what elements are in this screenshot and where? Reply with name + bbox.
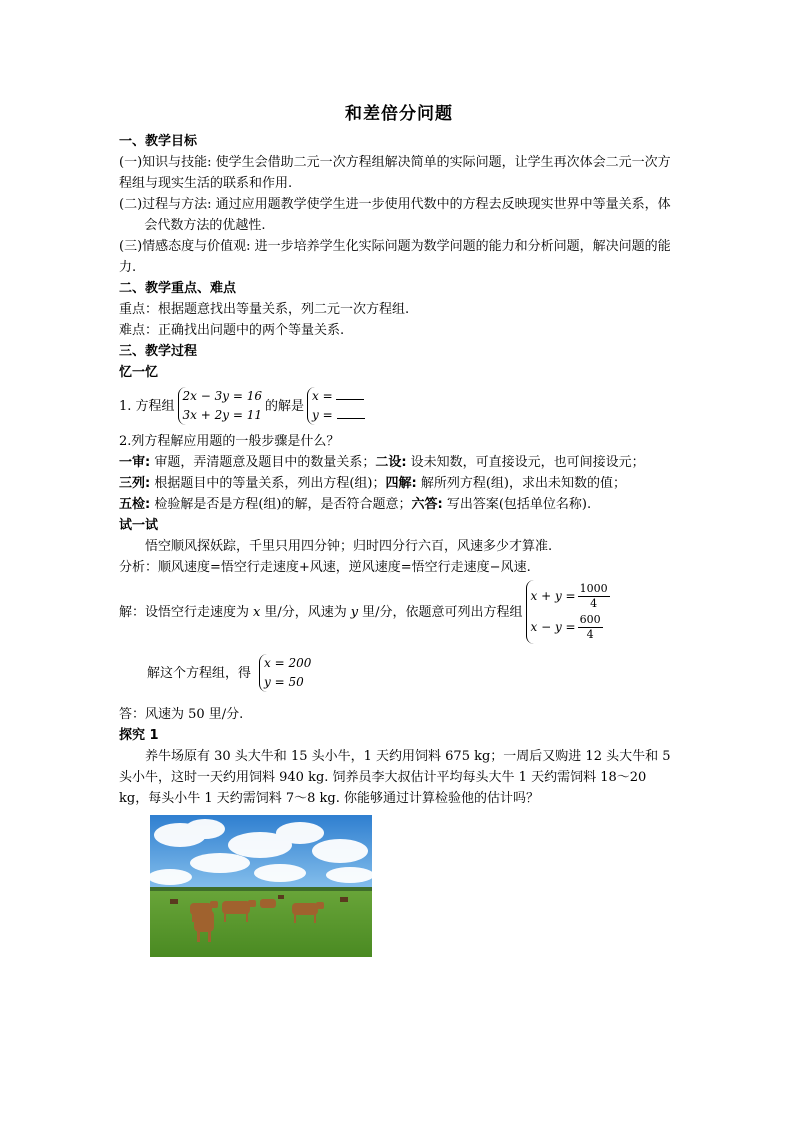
step-2-key: 二设: <box>375 455 407 470</box>
wind-answer: 答：风速为 50 里/分. <box>119 707 244 722</box>
eq-a-lhs: x + y = <box>530 589 576 603</box>
eq-b-fraction <box>578 613 603 642</box>
question-2: 2.列方程解应用题的一般步骤是什么？ <box>119 434 340 449</box>
q1-equation-2: 3x + 2y = 11 <box>182 408 262 422</box>
solution-unit-1: 里/分，风速为 <box>264 604 347 620</box>
q1-answer-y: y = <box>312 408 333 422</box>
equation-system-1 <box>178 387 262 425</box>
step-1-key: 一审: <box>119 455 151 470</box>
objective-knowledge: (一)知识与技能: 使学生会借助二元一次方程组解决简单的实际问题，让学生再次体会二元一次方程组与现实生活的联系和作用. <box>119 155 671 191</box>
eq-a-numerator: 1000 <box>579 582 608 595</box>
wukong-poem: 悟空顺风探妖踪，千里只用四分钟；归时四分行六百，风速多少才算准. <box>145 539 553 554</box>
step-6-text: 写出答案(包括单位名称). <box>442 497 592 512</box>
key-point: 重点：根据题意找出等量关系，列二元一次方程组. <box>119 302 410 317</box>
section-heading-keypoints: 二、教学重点、难点 <box>119 281 237 296</box>
question-1 <box>119 387 679 425</box>
variable-x: x <box>253 604 261 620</box>
q1-mid: 的解是 <box>265 398 305 414</box>
solution-line <box>119 580 679 644</box>
document-page <box>119 104 679 964</box>
eq-a-denominator: 4 <box>590 597 598 610</box>
step-3-key: 三列: <box>119 476 151 491</box>
solve-line <box>147 654 679 692</box>
steps-line-3 <box>119 494 679 515</box>
recall-heading: 忆一忆 <box>119 365 159 380</box>
step-4-key: 四解: <box>385 476 417 491</box>
eq-b-lhs: x − y = <box>530 620 576 634</box>
objective-process: (二)过程与方法: 通过应用题教学使学生进一步使用代数中的方程去反映现实世界中等量关系，体会代数方法的优越性. <box>119 197 671 233</box>
solution-system <box>259 654 311 692</box>
explore-text: 养牛场原有 30 头大牛和 15 头小牛，1 天约用饲料 675 kg；一周后又购进 12 头大牛和 5 头小牛，这时一天约用饲料 940 kg. 饲养员李大叔估计平均每头大牛 1 天约需饲料 18～20 kg，每头小牛 1 天约需饲料 7～8 kg. 你能够通过计算检验他的估计吗？ <box>119 749 671 806</box>
answer-y: y = 50 <box>264 675 304 689</box>
analysis-text: 分析：顺风速度=悟空行走速度+风速，逆风速度=悟空行走速度−风速. <box>119 560 531 575</box>
section-heading-objectives: 一、教学目标 <box>119 134 198 149</box>
steps-line-2 <box>119 473 679 494</box>
answer-x: x = 200 <box>264 656 312 670</box>
solve-text: 解这个方程组，得 <box>147 665 252 681</box>
answer-system-1 <box>307 387 364 425</box>
q1-equation-1: 2x − 3y = 16 <box>182 389 262 403</box>
wind-equation-system <box>526 580 612 644</box>
explore-heading: 探究 1 <box>119 728 159 743</box>
variable-y: y <box>350 604 359 620</box>
section-heading-process: 三、教学过程 <box>119 344 198 359</box>
step-6-key: 六答: <box>411 497 443 512</box>
q1-prefix: 1. 方程组 <box>119 398 175 414</box>
difficult-point: 难点：正确找出问题中的两个等量关系. <box>119 323 345 338</box>
objective-attitude: (三)情感态度与价值观: 进一步培养学生化实际问题为数学问题的能力和分析问题，解决问题的能力. <box>119 239 671 275</box>
step-5-key: 五检: <box>119 497 151 512</box>
answer-blank-x[interactable] <box>336 387 364 400</box>
eq-a-fraction <box>578 582 610 611</box>
solution-unit-2: 里/分，依题意可列出方程组 <box>362 604 523 620</box>
cattle-pasture-photo <box>150 815 372 957</box>
eq-b-denominator: 4 <box>586 628 594 641</box>
q1-answer-x: x = <box>312 389 333 403</box>
steps-line-1 <box>119 452 679 473</box>
solution-prefix: 解：设悟空行走速度为 <box>119 604 250 620</box>
step-3-text: 根据题目中的等量关系，列出方程(组)； <box>150 476 386 491</box>
eq-b-numerator: 600 <box>579 613 601 626</box>
answer-blank-y[interactable] <box>337 406 365 419</box>
step-4-text: 解所列方程(组)，求出未知数的值； <box>416 476 626 491</box>
page-title: 和差倍分问题 <box>345 104 453 124</box>
step-2-text: 设未知数，可直接设元，也可间接设元； <box>406 455 645 470</box>
try-heading: 试一试 <box>119 518 159 533</box>
step-1-text: 审题，弄清题意及题目中的数量关系； <box>150 455 376 470</box>
step-5-text: 检验解是否是方程(组)的解，是否符合题意； <box>150 497 412 512</box>
